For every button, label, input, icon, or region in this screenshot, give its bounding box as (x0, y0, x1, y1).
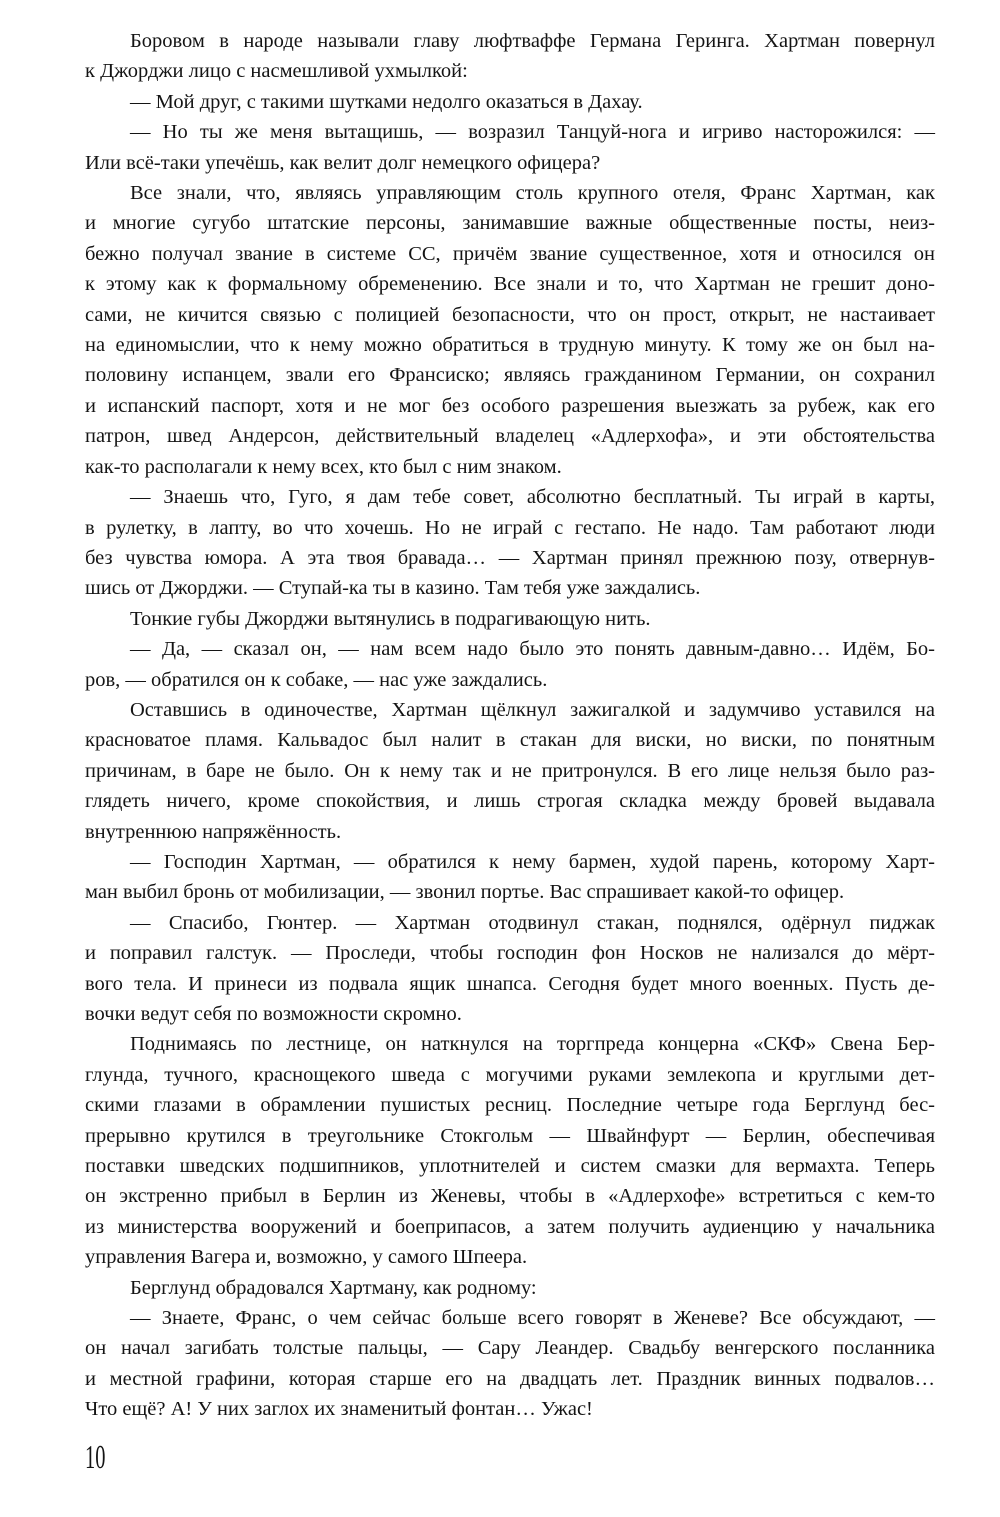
text-line: глядеть ничего, кроме спокойствия, и лишь строгая складка между бровей выдавала (85, 790, 935, 813)
text-line: — Спасибо, Гюнтер. — Хартман отодвинул стакан, поднялся, одёрнул пиджак (130, 911, 935, 934)
text-line: половину испанцем, звали его Франсиско; являясь гражданином Германии, он сохранил (85, 364, 935, 387)
text-line: Поднимаясь по лестнице, он наткнулся на торгпреда концерна «СКФ» Свена Бер- (130, 1033, 935, 1056)
paragraph (85, 908, 935, 1030)
text-line: из министерства вооружений и боеприпасов, а затем получить аудиенцию у начальника (85, 1215, 935, 1238)
paragraph (85, 1303, 935, 1425)
text-line: Все знали, что, являясь управляющим столь крупного отеля, Франс Хартман, как (130, 182, 935, 205)
text-line: Тонкие губы Джорджи вытянулись в подрагивающую нить. (130, 607, 651, 630)
text-line: и испанский паспорт, хотя и не мог без особого разрешения выезжать за рубеж, как его (85, 394, 935, 417)
text-line: вочки ведут себя по возможности скромно. (85, 1003, 462, 1025)
text-line: поставки шведских подшипников, уплотнителей и систем смазки для вермахта. Теперь (85, 1155, 935, 1178)
paragraph (85, 695, 935, 847)
text-line: ман выбил бронь от мобилизации, — звонил портье. Вас спрашивает какой-то офицер. (85, 881, 845, 904)
text-line: Берглунд обрадовался Хартману, как родному: (130, 1276, 537, 1299)
text-line: без чувства юмора. А эта твоя бравада… — Хартман принял прежнюю позу, отвернув- (85, 546, 935, 569)
text-line: и поправил галстук. — Проследи, чтобы господин фон Носков не нализался до мёрт- (85, 942, 935, 965)
text-line: Боровом в народе называли главу люфтваффе Германа Геринга. Хартман повернул (130, 30, 935, 52)
text-line: причинам, в баре не было. Он к нему так и не притронулся. В его лице нельзя было раз- (85, 759, 935, 782)
text-line: ров, — обратился он к собаке, — нас уже заждались. (85, 668, 548, 691)
page-number: 10 (85, 1438, 106, 1476)
page-body-text (85, 26, 935, 1425)
paragraph (85, 87, 935, 117)
text-line: глунда, тучного, краснощекого шведа с могучими руками землекопа и круглыми дет- (85, 1063, 935, 1086)
text-line: как-то располагали к нему всех, кто был с ним знаком. (85, 455, 562, 478)
text-line: и многие сугубо штатские персоны, занимавшие важные общественные посты, неиз- (85, 212, 935, 235)
paragraph (85, 117, 935, 178)
text-line: вого тела. И принеси из подвала ящик шнапса. Сегодня будет много военных. Пусть де- (85, 972, 935, 995)
text-line: он начал загибать толстые пальцы, — Сару Леандер. Свадьбу венгерского посланника (85, 1337, 935, 1360)
text-line: — Знаешь что, Гуго, я дам тебе совет, абсолютно бесплатный. Ты играй в карты, (130, 486, 935, 509)
paragraph (85, 26, 935, 87)
paragraph (85, 482, 935, 604)
text-line: — Знаете, Франс, о чем сейчас больше всего говорят в Женеве? Все обсуждают, — (130, 1307, 935, 1330)
paragraph (85, 178, 935, 482)
paragraph (85, 634, 935, 695)
text-line: к этому как к формальному обременению. Все знали и то, что Хартман не грешит доно- (85, 273, 935, 296)
text-line: Оставшись в одиночестве, Хартман щёлкнул зажигалкой и задумчиво уставился на (130, 698, 935, 721)
text-line: на единомыслии, что к нему можно обратиться в трудную минуту. К тому же он был на- (85, 334, 935, 357)
text-line: и местной графини, которая старше его на двадцать лет. Праздник винных подвалов… (85, 1367, 935, 1390)
paragraph (85, 1273, 935, 1303)
text-line: Или всё-таки упечёшь, как велит долг немецкого офицера? (85, 151, 601, 174)
text-line: — Господин Хартман, — обратился к нему бармен, худой парень, которому Харт- (130, 850, 935, 873)
text-line: он экстренно прибыл в Берлин из Женевы, чтобы в «Адлерхофе» встретиться с кем-то (85, 1185, 935, 1208)
text-line: к Джорджи лицо с насмешливой ухмылкой: (85, 60, 468, 83)
paragraph (85, 1029, 935, 1272)
text-line: — Но ты же меня вытащишь, — возразил Танцуй-нога и игриво насторожился: — (130, 121, 935, 144)
text-line: Что ещё? А! У них заглох их знаменитый фонтан… Ужас! (85, 1398, 593, 1421)
paragraph (85, 847, 935, 908)
text-line: внутреннюю напряжённость. (85, 820, 342, 843)
paragraph (85, 604, 935, 634)
text-line: бежно получал звание в системе СС, причём звание существенное, хотя и относился он (85, 242, 935, 265)
text-line: управления Вагера и, возможно, у самого Шпеера. (85, 1246, 528, 1269)
text-line: патрон, швед Андерсон, действительный владелец «Адлерхофа», и эти обстоятельства (85, 425, 935, 448)
text-line: — Да, — сказал он, — нам всем надо было это понять давным-давно… Идём, Бо- (130, 638, 935, 661)
text-line: сами, не кичится связью с полицией безопасности, что он прост, открыт, не настаивает (85, 303, 935, 326)
text-line: скими глазами в обрамлении пушистых ресниц. Последние четыре года Берглунд бес- (85, 1094, 935, 1117)
text-line: шись от Джорджи. — Ступай-ка ты в казино. Там тебя уже заждались. (85, 577, 701, 600)
text-line: прерывно крутился в треугольнике Стокгольм — Швайнфурт — Берлин, обеспечивая (85, 1124, 935, 1147)
text-line: — Мой друг, с такими шутками недолго оказаться в Дахау. (130, 90, 643, 113)
text-line: в рулетку, в лапту, во что хочешь. Но не играй с гестапо. Не надо. Там работают люди (85, 516, 935, 539)
text-line: красноватое пламя. Кальвадос был налит в стакан для виски, но виски, по понятным (85, 729, 935, 752)
